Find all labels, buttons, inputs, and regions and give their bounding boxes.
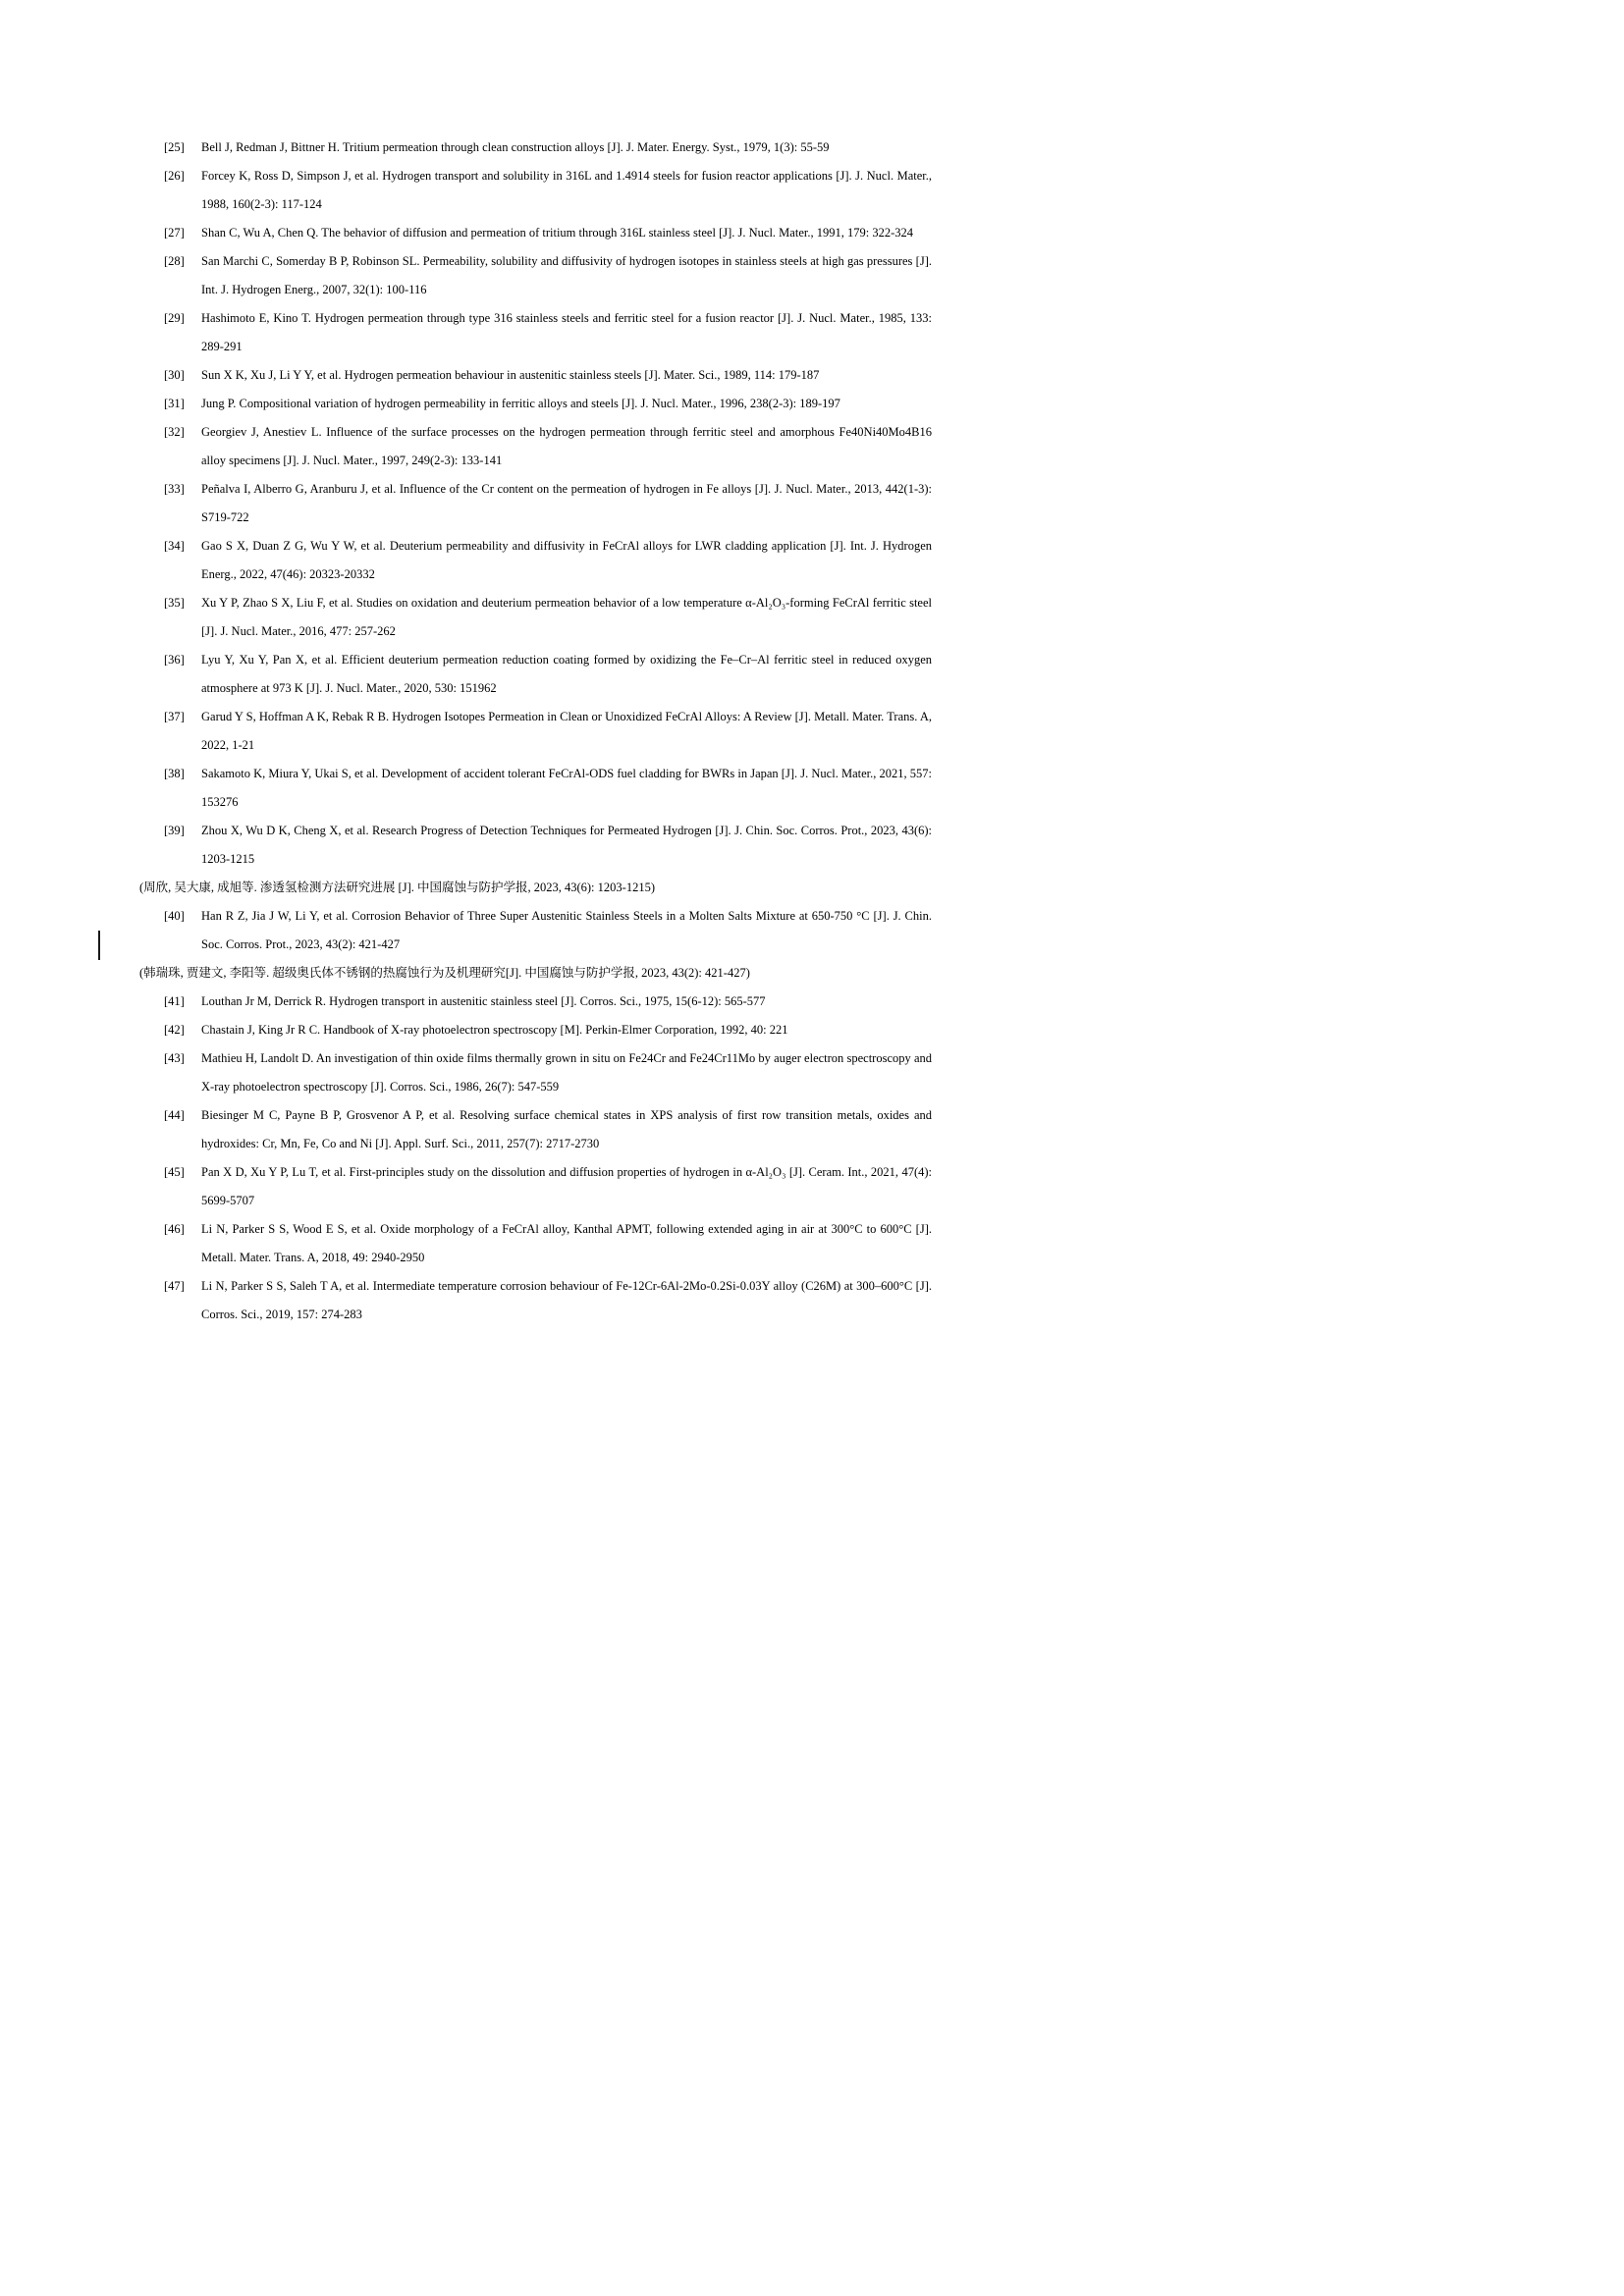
reference-number: [26] <box>164 169 185 183</box>
reference-item <box>164 219 932 247</box>
reference-text: (周欣, 吴大康, 成旭等. 渗透氢检测方法研究进展 [J]. 中国腐蚀与防护学报, 2023, 43(6): 1203-1215) <box>139 881 655 894</box>
reference-number: [37] <box>164 710 185 723</box>
reference-number: [27] <box>164 226 185 240</box>
reference-text: Louthan Jr M, Derrick R. Hydrogen transport in austenitic stainless steel [J]. Corros. Sci., 1975, 15(6-12): 565-577 <box>201 994 766 1008</box>
reference-number: [33] <box>164 482 185 496</box>
reference-text: Han R Z, Jia J W, Li Y, et al. Corrosion Behavior of Three Super Austenitic Stainless Steels in a Molten Salts Mixture at 650-750 °C [J]. J. Chin. Soc. Corros. Prot., 2023, 43(2): 421-427 <box>201 909 932 951</box>
reference-number: [47] <box>164 1279 185 1293</box>
reference-item <box>164 162 932 219</box>
reference-item <box>164 1158 932 1215</box>
reference-number: [42] <box>164 1023 185 1037</box>
reference-text: Xu Y P, Zhao S X, Liu F, et al. Studies on oxidation and deuterium permeation behavior of a low temperature α-Al₂O₃-forming FeCrAl ferritic steel [J]. J. Nucl. Mater., 2016, 477: 257-262 <box>201 596 932 638</box>
reference-text: Georgiev J, Anestiev L. Influence of the surface processes on the hydrogen permeation through ferritic steel and amorphous Fe40Ni40Mo4B16 alloy specimens [J]. J. Nucl. Mater., 1997, 249(2-3): 133-141 <box>201 425 932 467</box>
reference-text: Peñalva I, Alberro G, Aranburu J, et al. Influence of the Cr content on the permeation of hydrogen in Fe alloys [J]. J. Nucl. Mater., 2013, 442(1-3): S719-722 <box>201 482 932 524</box>
reference-number: [25] <box>164 140 185 154</box>
reference-item <box>164 304 932 361</box>
reference-number: [34] <box>164 539 185 553</box>
reference-text: Jung P. Compositional variation of hydrogen permeability in ferritic alloys and steels [J]. J. Nucl. Mater., 1996, 238(2-3): 189-197 <box>201 397 840 410</box>
reference-text: Li N, Parker S S, Saleh T A, et al. Intermediate temperature corrosion behaviour of Fe-12Cr-6Al-2Mo-0.2Si-0.03Y alloy (C26M) at 300–600°C [J]. Corros. Sci., 2019, 157: 274-283 <box>201 1279 932 1321</box>
reference-item <box>164 1215 932 1272</box>
reference-item <box>164 817 932 874</box>
reference-text: Gao S X, Duan Z G, Wu Y W, et al. Deuterium permeability and diffusivity in FeCrAl alloys for LWR cladding application [J]. Int. J. Hydrogen Energ., 2022, 47(46): 20323-20332 <box>201 539 932 581</box>
reference-number: [32] <box>164 425 185 439</box>
reference-item <box>164 532 932 589</box>
reference-item <box>164 589 932 646</box>
reference-text: Zhou X, Wu D K, Cheng X, et al. Research Progress of Detection Techniques for Permeated Hydrogen [J]. J. Chin. Soc. Corros. Prot., 2023, 43(6): 1203-1215 <box>201 824 932 866</box>
reference-number: [40] <box>164 909 185 923</box>
reference-number: [39] <box>164 824 185 837</box>
reference-number: [38] <box>164 767 185 780</box>
reference-item <box>164 760 932 817</box>
reference-text: Hashimoto E, Kino T. Hydrogen permeation through type 316 stainless steels and ferritic steel for a fusion reactor [J]. J. Nucl. Mater., 1985, 133: 289-291 <box>201 311 932 353</box>
reference-item <box>164 646 932 703</box>
reference-item <box>164 902 932 959</box>
reference-item <box>139 959 932 988</box>
reference-text: Sakamoto K, Miura Y, Ukai S, et al. Development of accident tolerant FeCrAl-ODS fuel cladding for BWRs in Japan [J]. J. Nucl. Mater., 2021, 557: 153276 <box>201 767 932 809</box>
reference-number: [29] <box>164 311 185 325</box>
reference-item <box>164 1272 932 1329</box>
references-list <box>139 133 932 1329</box>
reference-item <box>164 703 932 760</box>
reference-text: Sun X K, Xu J, Li Y Y, et al. Hydrogen permeation behaviour in austenitic stainless steels [J]. Mater. Sci., 1989, 114: 179-187 <box>201 368 820 382</box>
reference-number: [31] <box>164 397 185 410</box>
reference-text: Lyu Y, Xu Y, Pan X, et al. Efficient deuterium permeation reduction coating formed by oxidizing the Fe–Cr–Al ferritic steel in reduced oxygen atmosphere at 973 K [J]. J. Nucl. Mater., 2020, 530: 151962 <box>201 653 932 695</box>
reference-number: [28] <box>164 254 185 268</box>
reference-item <box>139 874 932 902</box>
reference-item <box>164 361 932 390</box>
reference-text: Chastain J, King Jr R C. Handbook of X-ray photoelectron spectroscopy [M]. Perkin-Elmer Corporation, 1992, 40: 221 <box>201 1023 788 1037</box>
reference-text: Pan X D, Xu Y P, Lu T, et al. First-principles study on the dissolution and diffusion properties of hydrogen in α-Al₂O₃ [J]. Ceram. Int., 2021, 47(4): 5699-5707 <box>201 1165 932 1207</box>
reference-number: [41] <box>164 994 185 1008</box>
reference-text: Shan C, Wu A, Chen Q. The behavior of diffusion and permeation of tritium through 316L stainless steel [J]. J. Nucl. Mater., 1991, 179: 322-324 <box>201 226 913 240</box>
reference-number: [43] <box>164 1051 185 1065</box>
margin-revision-bar <box>98 931 100 960</box>
reference-item <box>164 475 932 532</box>
reference-number: [35] <box>164 596 185 610</box>
reference-text: (韩瑞珠, 贾建文, 李阳等. 超级奥氏体不锈钢的热腐蚀行为及机理研究[J]. 中国腐蚀与防护学报, 2023, 43(2): 421-427) <box>139 966 750 980</box>
reference-number: [46] <box>164 1222 185 1236</box>
reference-item <box>164 1044 932 1101</box>
reference-item <box>164 247 932 304</box>
reference-item <box>164 988 932 1016</box>
reference-text: Forcey K, Ross D, Simpson J, et al. Hydrogen transport and solubility in 316L and 1.4914 steels for fusion reactor applications [J]. J. Nucl. Mater., 1988, 160(2-3): 117-124 <box>201 169 932 211</box>
reference-item <box>164 1016 932 1044</box>
reference-text: Biesinger M C, Payne B P, Grosvenor A P, et al. Resolving surface chemical states in XPS analysis of first row transition metals, oxides and hydroxides: Cr, Mn, Fe, Co and Ni [J]. Appl. Surf. Sci., 2011, 257(7): 2717-2730 <box>201 1108 932 1150</box>
reference-item <box>164 133 932 162</box>
reference-item <box>164 418 932 475</box>
reference-text: Bell J, Redman J, Bittner H. Tritium permeation through clean construction alloys [J]. J. Mater. Energy. Syst., 1979, 1(3): 55-59 <box>201 140 830 154</box>
reference-text: San Marchi C, Somerday B P, Robinson SL. Permeability, solubility and diffusivity of hydrogen isotopes in stainless steels at high gas pressures [J]. Int. J. Hydrogen Energ., 2007, 32(1): 100-116 <box>201 254 932 296</box>
reference-number: [45] <box>164 1165 185 1179</box>
reference-number: [44] <box>164 1108 185 1122</box>
reference-text: Li N, Parker S S, Wood E S, et al. Oxide morphology of a FeCrAl alloy, Kanthal APMT, following extended aging in air at 300°C to 600°C [J]. Metall. Mater. Trans. A, 2018, 49: 2940-2950 <box>201 1222 932 1264</box>
reference-text: Garud Y S, Hoffman A K, Rebak R B. Hydrogen Isotopes Permeation in Clean or Unoxidized FeCrAl Alloys: A Review [J]. Metall. Mater. Trans. A, 2022, 1-21 <box>201 710 932 752</box>
reference-number: [36] <box>164 653 185 667</box>
reference-item <box>164 390 932 418</box>
reference-number: [30] <box>164 368 185 382</box>
reference-item <box>164 1101 932 1158</box>
reference-text: Mathieu H, Landolt D. An investigation of thin oxide films thermally grown in situ on Fe24Cr and Fe24Cr11Mo by auger electron spectroscopy and X-ray photoelectron spectroscopy [J]. Corros. Sci., 1986, 26(7): 547-559 <box>201 1051 932 1094</box>
